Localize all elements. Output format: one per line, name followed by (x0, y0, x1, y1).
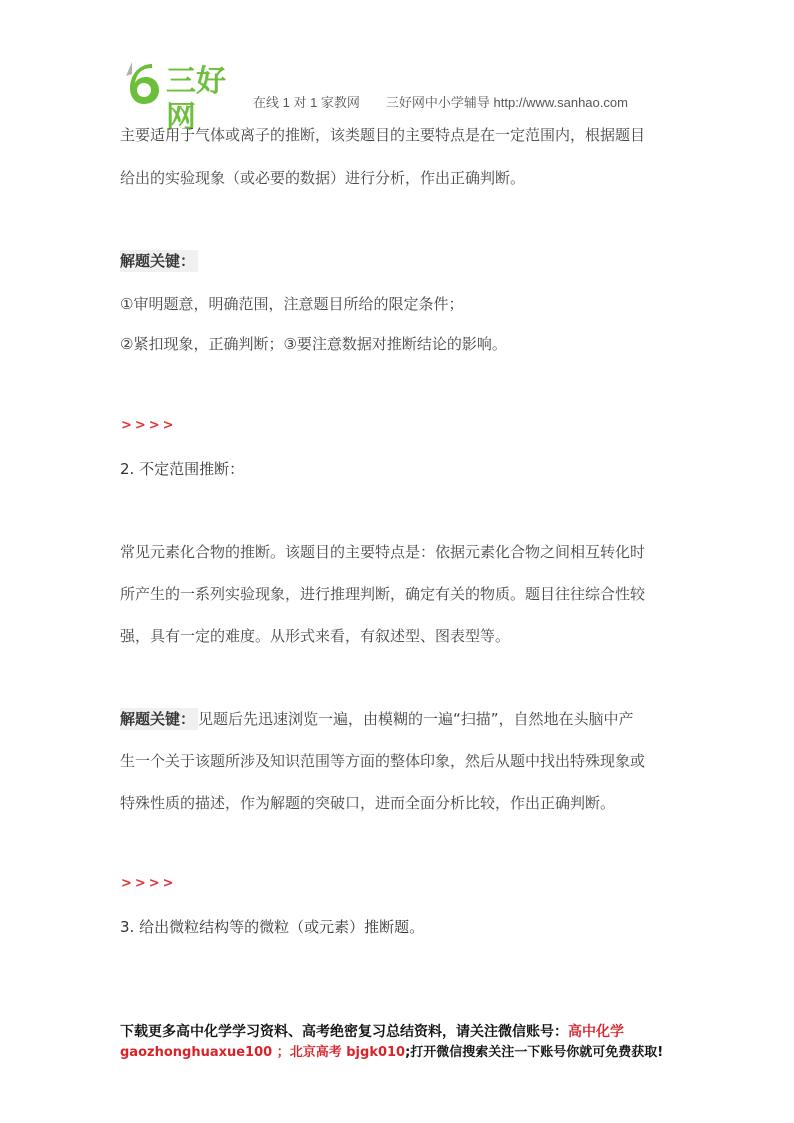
key-point-paragraph (120, 708, 676, 729)
list-item: ①审明题意，明确范围，注意题目所给的限定条件； (120, 295, 464, 313)
logo-text: 三好网 (166, 64, 226, 135)
section-arrows: >>>> (121, 876, 177, 891)
footer-promo-text: 下载更多高中化学学习资料、高考绝密复习总结资料，请关注微信账号： (120, 1024, 568, 1040)
key-point-label: 解题关键： (120, 708, 198, 730)
footer-account-ids: gaozhonghuaxue100 ；北京高考 bjgk010 (120, 1045, 406, 1060)
paragraph-line: 所产生的一系列实验现象，进行推理判断，确定有关的物质。题目往往综合性较 (120, 585, 646, 603)
header-tagline-text: 在线 1 对 1 家教网 (253, 95, 360, 110)
footer-instruction: ;打开微信搜索关注一下账号你就可免费获取! (405, 1045, 664, 1060)
header-tagline (253, 92, 628, 111)
paragraph-line: 特殊性质的描述，作为解题的突破口，进而全面分析比较，作出正确判断。 (120, 794, 616, 812)
section-arrows: >>>> (121, 418, 177, 433)
paragraph-line: 生一个关于该题所涉及知识范围等方面的整体印象，然后从题中找出特殊现象或 (120, 752, 646, 770)
section-heading: 2. 不定范围推断： (120, 460, 245, 478)
paragraph-line: 强，具有一定的难度。从形式来看，有叙述型、图表型等。 (120, 627, 511, 645)
key-point-label: 解题关键： (120, 250, 198, 272)
footer-line-2 (120, 1041, 663, 1060)
key-point-text: 见题后先迅速浏览一遍，由模糊的一遍“扫描”，自然地在头脑中产 (198, 710, 634, 728)
logo (122, 58, 252, 135)
list-item: ②紧扣现象，正确判断；③要注意数据对推断结论的影响。 (120, 335, 507, 353)
logo-mark-icon (122, 58, 166, 108)
paragraph-line: 主要适用于气体或离子的推断，该类题目的主要特点是在一定范围内，根据题目 (120, 126, 646, 144)
paragraph-line: 常见元素化合物的推断。该题目的主要特点是：依据元素化合物之间相互转化时 (120, 543, 646, 561)
header-site-link[interactable]: 三好网中小学辅导 http://www.sanhao.com (385, 95, 628, 110)
footer-line-1 (120, 1021, 624, 1041)
footer-account-name: 高中化学 (568, 1024, 624, 1040)
paragraph-line: 给出的实验现象（或必要的数据）进行分析，作出正确判断。 (120, 169, 526, 187)
key-point-heading (120, 250, 676, 271)
section-heading: 3. 给出微粒结构等的微粒（或元素）推断题。 (120, 918, 425, 936)
